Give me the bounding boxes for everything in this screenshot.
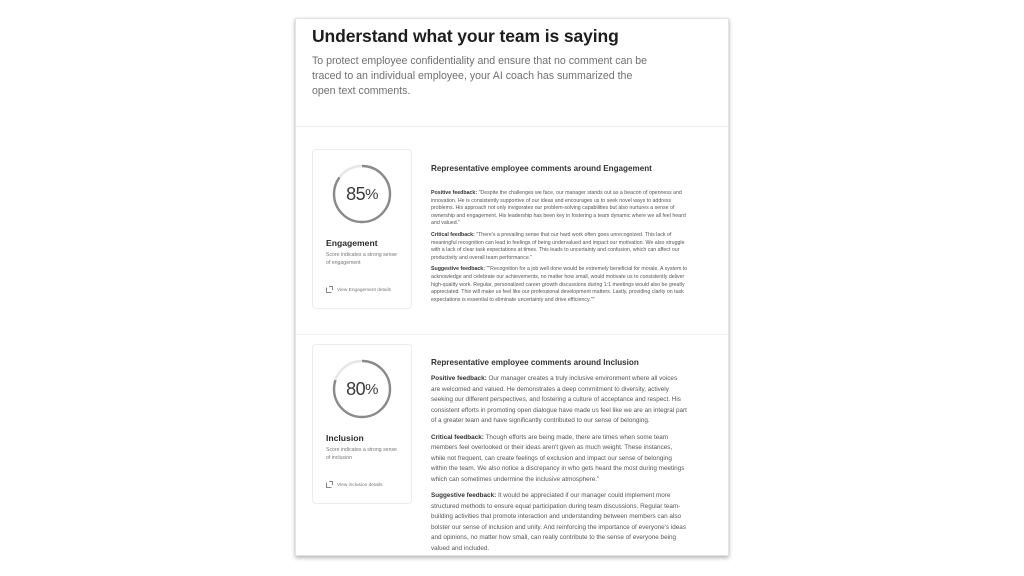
- inclusion-score-title: Inclusion: [326, 433, 364, 443]
- view-engagement-details-link[interactable]: [326, 287, 391, 293]
- engagement-gauge: [331, 163, 393, 225]
- inclusion-positive-feedback: Positive feedback: Our manager creates a truly inclusive environment where all voices are welcomed and valued. He demonstrates a deep commitment to diversity, actively seeking our different perspectives, and fostering a culture of acceptance and respect. His consistent efforts in promoting open dialogue have made us feel like we are an integral part of a greater team and have significantly contributed to our sense of belonging.: [431, 375, 687, 424]
- view-inclusion-details-label: View inclusion details: [337, 482, 383, 488]
- inclusion-comments-heading: Representative employee comments around Inclusion: [431, 358, 639, 367]
- external-link-icon: [326, 287, 332, 293]
- inclusion-score-card: [312, 344, 412, 504]
- engagement-score-description: Score indicates a strong sense of engagement: [326, 252, 397, 266]
- inclusion-suggestive-feedback: Suggestive feedback: It would be appreciated if our manager could implement more structured methods to ensure equal participation during team discussions. Regular team-building activities that promote interaction and understanding between members can also bolster our sense of inclusion and unity. And reinforcing the importance of everyone's ideas and opinions, no matter how small, can really contribute to the sense of everyone being valued and included.: [431, 492, 686, 552]
- page-description: To protect employee confidentiality and ensure that no comment can be traced to an individual employee, your AI coach has summarized the open text comments.: [312, 55, 648, 97]
- engagement-positive-feedback: Positive feedback: "Despite the challenges we face, our manager stands out as a beacon of openness and innovation. He is consistently supportive of our ideas and encourages us to seek novel ways to address problems. His approach not only invigorates our problem-solving capabilities but also nurtures a sense of ownership and engagement. His leadership has been key in fostering a team dynamic where we all feel heard and valued.": [431, 190, 686, 227]
- page-title: Understand what your team is saying: [312, 26, 619, 46]
- engagement-score-title: Engagement: [326, 238, 378, 248]
- inclusion-score-value: 80 %: [346, 378, 378, 399]
- engagement-score-value: 85 %: [346, 183, 378, 204]
- engagement-comments: [431, 163, 688, 308]
- inclusion-critical-feedback: Critical feedback: Though efforts are being made, there are times when some team members feel overlooked or their ideas aren't given as much weight. These instances, while not frequent, can create feelings of exclusion and impact our sense of belonging within the team. We also notice a discrepancy in who gets heard the most during meetings which can sometimes undermine the inclusive atmosphere.": [431, 433, 685, 483]
- view-inclusion-details-link[interactable]: [326, 482, 383, 488]
- engagement-score-card: [312, 149, 412, 309]
- engagement-section: [296, 127, 728, 335]
- engagement-critical-feedback: Critical feedback: "There's a prevailing sense that our hard work often goes unrecognized. This lack of meaningful recognition can lead to feelings of being undervalued and impact our motivation. We also struggle with a lack of clear task expectations at times. This leads to uncertainty and confusion, which can affect our productivity and overall team performance.": [431, 231, 685, 261]
- inclusion-section: [296, 335, 728, 556]
- engagement-suggestive-feedback: Suggestive feedback: ""Recognition for a job well done would be extremely beneficial for morale. A system to acknowledge and celebrate our achievements, no matter how small, would motivate us to consistently deliver high-quality work. Regular, personalized career growth discussions during 1:1 meetings would also be greatly appreciated. This will make us feel like our professional development matters. Lastly, providing clarity on task expectations is essential to eliminate uncertainty and drive efficiency."": [431, 266, 688, 303]
- inclusion-score-description: Score indicates a strong sense of inclusion: [326, 447, 397, 461]
- inclusion-gauge: [331, 358, 393, 420]
- view-engagement-details-label: View Engagement details: [337, 287, 392, 293]
- inclusion-comments: [431, 357, 688, 556]
- page-header: [296, 19, 728, 127]
- team-comments-panel: [295, 18, 729, 556]
- engagement-comments-heading: Representative employee comments around Engagement: [431, 164, 652, 173]
- external-link-icon: [326, 482, 332, 488]
